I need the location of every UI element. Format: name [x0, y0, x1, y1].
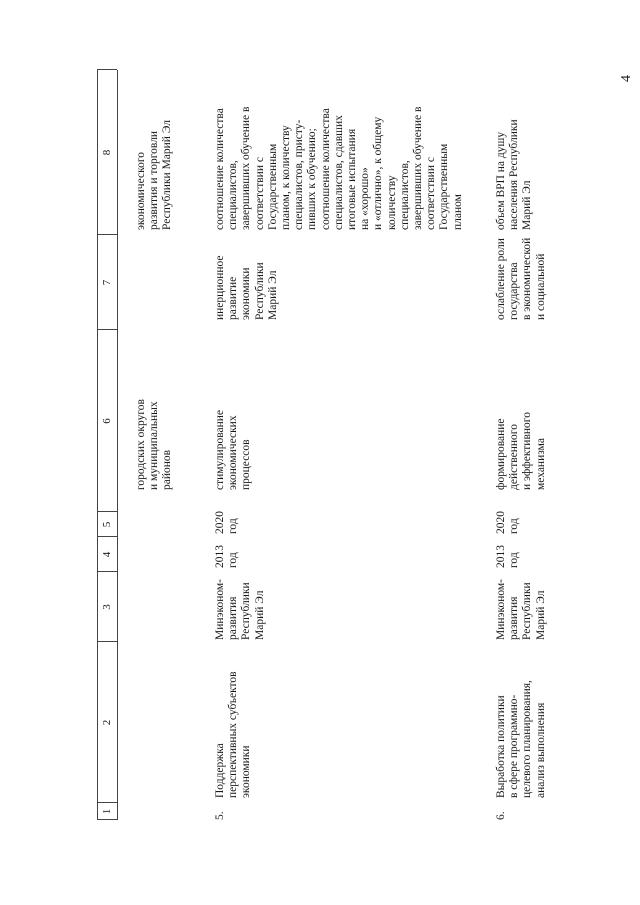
rotated-table-canvas: [70, 60, 605, 830]
header-col-8: 8: [101, 149, 113, 156]
continuation-col8-text: экономического развития и торговли Республики Марий Эл: [135, 119, 174, 230]
row-6-number: 6.: [495, 811, 507, 820]
row-5-end-year: 2020 год: [214, 511, 240, 534]
header-col-1: 1: [101, 808, 113, 815]
row-5-indicator: соотношение количества специалистов, завершивших обучение в соответствии с Государственным планом, к количеству специалистов, присту- пивших к обучению; соотношение количества специалистов, сдавших итоговые испытания на «хорошо» и «отлично», к общему количеству специалистов, завершивших обучение в соответствии с Государственным планом: [214, 106, 464, 230]
row-5-consequence: инерционное развитие экономики Республики Марий Эл: [214, 255, 279, 320]
row-6-expected-result: формирование действенного и эффективного механизма: [495, 412, 547, 490]
row-6-end-year: 2020 год: [495, 511, 521, 534]
row-5-executor: Минэконом- развития Республики Марий Эл: [214, 578, 266, 640]
row-6-start-year: 2013 год: [495, 545, 521, 568]
row-5-start-year: 2013 год: [214, 545, 240, 568]
header-col-3: 3: [101, 604, 113, 610]
row-6-consequence: ослабление роли государства в экономической и социальной: [495, 237, 547, 320]
row-5-number: 5.: [214, 811, 226, 820]
page-number: 4: [619, 75, 634, 82]
continuation-col6-text: городских округов и муниципальных районов: [135, 399, 174, 490]
header-col-7: 7: [101, 279, 113, 286]
row-6-executor: Минэконом- развития Республики Марий Эл: [495, 578, 547, 640]
row-6-activity-name: Выработка политики в сфере программно- целевого планирования, анализ выполнения: [495, 680, 547, 798]
table-top-border: [97, 70, 98, 820]
header-col-5: 5: [101, 521, 113, 528]
header-col-6: 6: [101, 418, 113, 424]
row-6-indicator: объем ВРП на душу населения Республики Марий Эл: [495, 119, 534, 230]
row-5-expected-result: стимулирование экономических процессов: [214, 410, 253, 490]
header-row-bottom-border: [117, 70, 118, 820]
header-col-4: 4: [101, 551, 113, 558]
row-5-activity-name: Поддержка перспективных субъектов экономики: [214, 671, 253, 798]
header-col-2: 2: [101, 719, 113, 726]
